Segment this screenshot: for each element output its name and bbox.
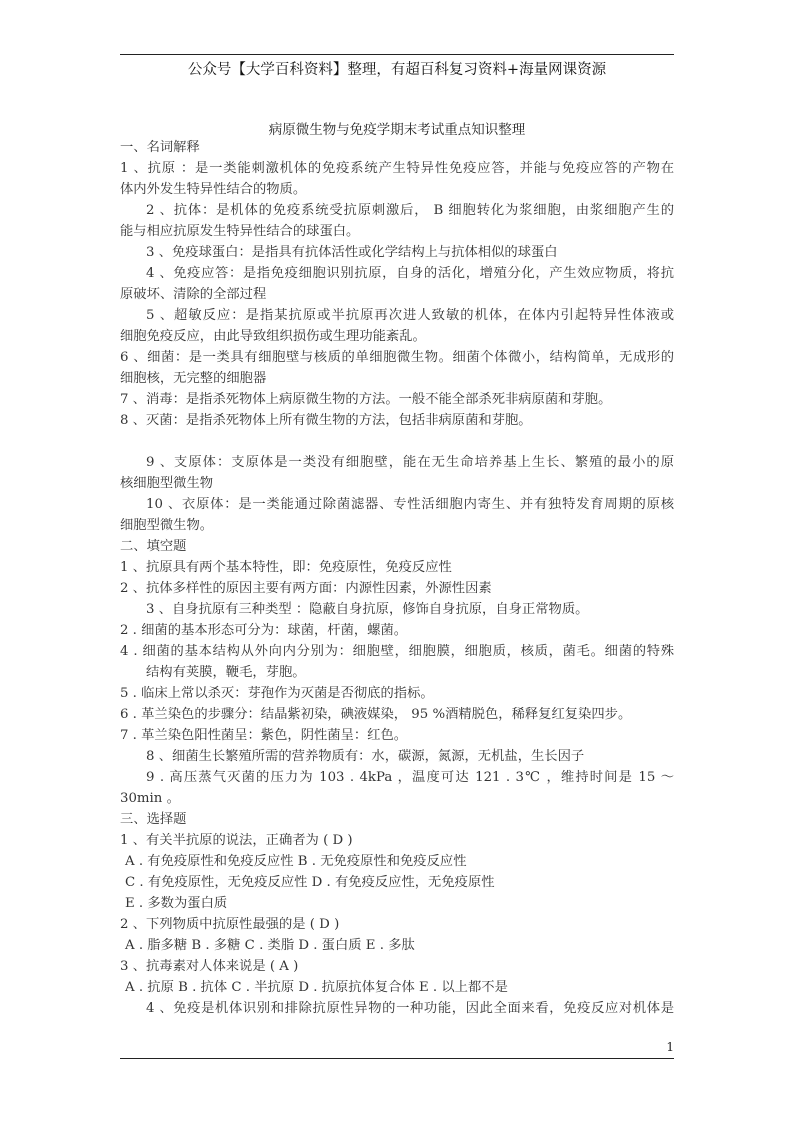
text-line: 9 、支原体：支原体是一类没有细胞壁，能在无生命培养基上生长、繁殖的最小的原 [146, 455, 674, 470]
text-line: 3 、免疫球蛋白：是指具有抗体活性或化学结构上与抗体相似的球蛋白 [146, 245, 558, 260]
text-line: 1 、抗原具有两个基本特性，即：免疫原性，免疫反应性 [120, 560, 452, 575]
text-line: 7 . 革兰染色阳性菌呈：紫色，阴性菌呈：红色。 [120, 728, 408, 743]
text-line: 4 . 细菌的基本结构从外向内分别为：细胞壁，细胞膜，细胞质，核质，菌毛。细菌的特殊 [120, 644, 674, 659]
text-line: E . 多数为蛋白质 [125, 896, 228, 911]
text-line: 10 、衣原体：是一类能通过除菌滤器、专性活细胞内寄生、并有独特发育周期的原核 [146, 497, 674, 512]
text-line: 3 、抗毒素对人体来说是 ( A ) [120, 959, 299, 974]
text-line: 细胞免疫反应，由此导致组织损伤或生理功能紊乱。 [120, 329, 426, 344]
text-line: 2 . 细菌的基本形态可分为：球菌，杆菌，螺菌。 [120, 623, 408, 638]
text-line: 2 、下列物质中抗原性最强的是 ( D ) [120, 917, 340, 932]
page-number: 1 [666, 1040, 674, 1054]
text-line: 细胞核，无完整的细胞器 [120, 371, 267, 386]
page-header: 公众号【大学百科资料】整理，有超百科复习资料+海量网课资源 [187, 62, 607, 78]
text-line: 5 、超敏反应：是指某抗原或半抗原再次进人致敏的机体，在体内引起特异性体液或 [146, 308, 674, 323]
text-line: 4 、免疫是机体识别和排除抗原性异物的一种功能，因此全面来看，免疫反应对机体是 [146, 1001, 674, 1016]
text-line: 结构有荚膜，鞭毛，芽胞。 [146, 665, 306, 680]
text-line: 1 、抗原 ：是一类能刺激机体的免疫系统产生特异性免疫应答，并能与免疫应答的产物在 [120, 161, 674, 176]
text-line: 30min 。 [120, 791, 180, 806]
text-line: 体内外发生特异性结合的物质。 [120, 182, 307, 197]
text-line: 7 、消毒：是指杀死物体上病原微生物的方法。一般不能全部杀死非病原菌和芽胞。 [120, 392, 612, 407]
text-line: 2 、抗体：是机体的免疫系统受抗原刺激后， B 细胞转化为浆细胞，由浆细胞产生的 [146, 203, 674, 218]
text-line: 5 . 临床上常以杀灭：芽孢作为灭菌是否彻底的指标。 [120, 686, 434, 701]
text-line: 一、名词解释 [120, 140, 200, 155]
text-line: 6 、细菌：是一类具有细胞壁与核质的单细胞微生物。细菌个体微小，结构简单，无成形的 [120, 350, 674, 365]
footer-rule [120, 1058, 674, 1059]
text-line: A . 有免疫原性和免疫反应性 B . 无免疫原性和免疫反应性 [125, 854, 467, 869]
text-line: 原破坏、清除的全部过程 [120, 287, 267, 302]
text-line: A . 抗原 B . 抗体 C . 半抗原 D . 抗原抗体复合体 E . 以上都不是 [125, 980, 508, 995]
text-line: 8 、灭菌：是指杀死物体上所有微生物的方法，包括非病原菌和芽胞。 [120, 413, 532, 428]
text-line: 6 . 革兰染色的步骤分：结晶紫初染，碘液媒染， 95 %酒精脱色，稀释复红复染四步。 [120, 707, 632, 722]
text-line: 3 、自身抗原有三种类型 ：隐蔽自身抗原，修饰自身抗原，自身正常物质。 [146, 602, 589, 617]
text-line: 能与相应抗原发生特异性结合的球蛋白。 [120, 224, 360, 239]
text-line: 三、选择题 [120, 812, 187, 827]
text-line: A . 脂多糖 B . 多糖 C . 类脂 D . 蛋白质 E . 多肽 [125, 938, 415, 953]
text-line: 核细胞型微生物 [120, 476, 214, 491]
document-title: 病原微生物与免疫学期末考试重点知识整理 [268, 122, 526, 138]
text-line: 二、填空题 [120, 539, 187, 554]
text-line: 4 、免疫应答：是指免疫细胞识别抗原，自身的活化，增殖分化，产生效应物质，将抗 [146, 266, 674, 281]
text-line: 细胞型微生物。 [120, 518, 214, 533]
text-line: 8 、细菌生长繁殖所需的营养物质有：水，碳源，氮源，无机盐，生长因子 [146, 749, 585, 764]
header-rule [120, 54, 674, 55]
text-line: 9 . 高压蒸气灭菌的压力为 103 . 4kPa ，温度可达 121 . 3℃ ，维持时间是 15 ～ [146, 770, 674, 785]
text-line: C . 有免疫原性，无免疫反应性 D . 有免疫反应性，无免疫原性 [125, 875, 495, 890]
text-line: 2 、抗体多样性的原因主要有两方面：内源性因素，外源性因素 [120, 581, 492, 596]
text-line: 1 、有关半抗原的说法，正确者为 ( D ) [120, 833, 353, 848]
